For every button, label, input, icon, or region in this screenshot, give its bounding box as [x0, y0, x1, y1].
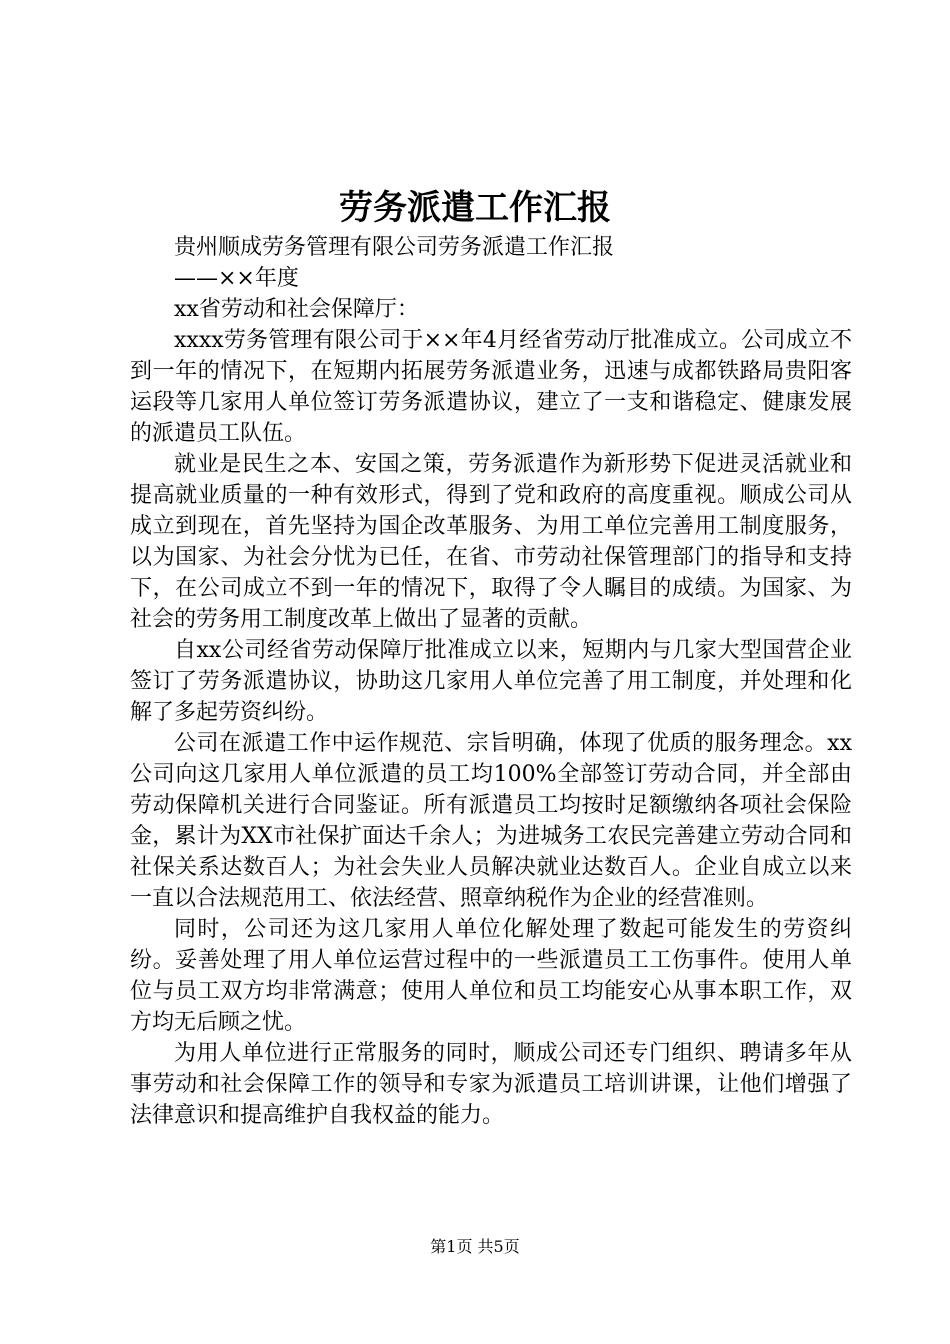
paragraph: 同时，公司还为这几家用人单位化解处理了数起可能发生的劳资纠纷。妥善处理了用人单位运营过程中的一些派遣员工工伤事件。使用人单位与员工双方均非常满意；使用人单位和员工均能安心从事本职工作，双方均无后顾之忧。 — [130, 917, 852, 1035]
document-title: 劳务派遣工作汇报 — [339, 188, 611, 228]
paragraph: 自xx公司经省劳动保障厅批准成立以来，短期内与几家大型国营企业签订了劳务派遣协议，协助这几家用人单位完善了用工制度，并处理和化解了多起劳资纠纷。 — [130, 638, 852, 725]
salutation: xx省劳动和社会保障厅： — [174, 297, 419, 322]
paragraph: 就业是民生之本、安国之策，劳务派遣作为新形势下促进灵活就业和提高就业质量的一种有效形式，得到了党和政府的高度重视。顺成公司从成立到现在，首先坚持为国企改革服务、为用工单位完善用工制度服务，以为国家、为社会分忧为已任，在省、市劳动社保管理部门的指导和支持下，在公司成立不到一年的情况下，取得了令人瞩目的成绩。为国家、为社会的劳务用工制度改革上做出了显著的贡献。 — [130, 452, 852, 632]
document-body — [130, 232, 852, 1131]
paragraph: xxxx劳务管理有限公司于××年4月经省劳动厅批准成立。公司成立不到一年的情况下，在短期内拓展劳务派遣业务，迅速与成都铁路局贵阳客运段等几家用人单位签订劳务派遣协议，建立了一支和谐稳定、健康发展的派遣员工队伍。 — [130, 328, 852, 446]
paragraph: 为用人单位进行正常服务的同时，顺成公司还专门组织、聘请多年从事劳动和社会保障工作的领导和专家为派遣员工培训讲课，让他们增强了法律意识和提高维护自我权益的能力。 — [130, 1041, 852, 1128]
paragraph: 公司在派遣工作中运作规范、宗旨明确，体现了优质的服务理念。xx公司向这几家用人单位派遣的员工均100%全部签订劳动合同，并全部由劳动保障机关进行合同鉴证。所有派遣员工均按时足额缴纳各项社会保险金，累计为XX市社保扩面达千余人；为进城务工农民完善建立劳动合同和社保关系达数百人；为社会失业人员解决就业达数百人。企业自成立以来一直以合法规范用工、依法经营、照章纳税作为企业的经营准则。 — [130, 731, 852, 911]
subtitle-line: 贵州顺成劳务管理有限公司劳务派遣工作汇报 — [174, 235, 615, 260]
page-number: 第1页 共5页 — [430, 1237, 520, 1256]
year-line: ——××年度 — [174, 266, 299, 291]
